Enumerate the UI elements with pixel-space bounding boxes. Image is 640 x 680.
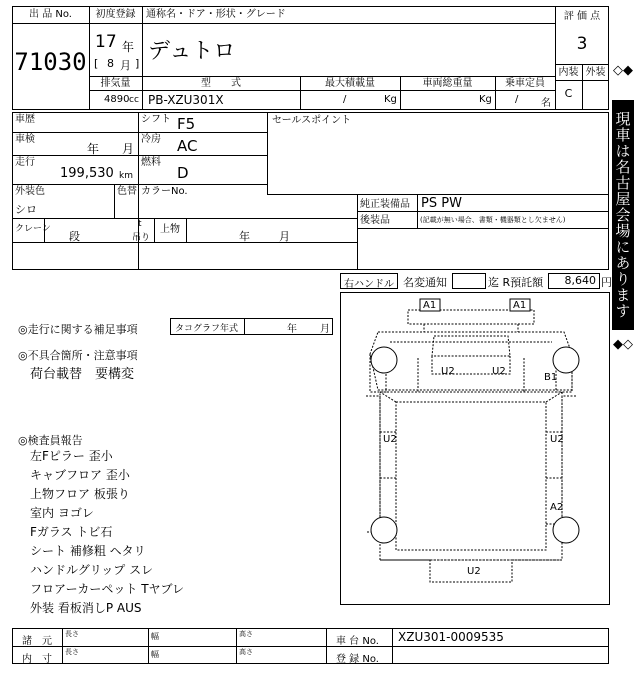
inspector-line: ハンドルグリップ スレ bbox=[30, 563, 154, 577]
divider bbox=[114, 184, 115, 218]
exterior-label: 外装 bbox=[585, 67, 606, 78]
width-label-2: 幅 bbox=[151, 650, 159, 659]
first-reg-bracket-close: ] bbox=[135, 57, 140, 70]
reg-label: 登 録 No. bbox=[336, 654, 379, 665]
fuel-label: 燃料 bbox=[141, 157, 161, 168]
length-label-1: 長さ bbox=[65, 630, 79, 638]
height-label-1: 高さ bbox=[239, 630, 253, 638]
sales-point-label: セールスポイント bbox=[272, 115, 352, 126]
interior-grade: C bbox=[564, 87, 573, 100]
ac-label: 冷房 bbox=[141, 134, 161, 145]
max-load-sep: / bbox=[343, 94, 347, 105]
mark-b1-right: B1 bbox=[544, 372, 558, 383]
divider bbox=[12, 132, 267, 133]
name-label: 通称名・ドア・形状・グレード bbox=[146, 9, 286, 20]
lot-no: 71030 bbox=[14, 48, 87, 76]
exterior-color-label: 外装色 bbox=[15, 186, 45, 197]
divider bbox=[357, 228, 609, 229]
name-change-label: 名変通知 bbox=[403, 276, 447, 289]
aftermarket-label: 後装品 bbox=[360, 215, 390, 226]
divider bbox=[12, 23, 89, 24]
aftermarket-note: (記載が無い場合、書類・機器類とし欠ません) bbox=[420, 216, 566, 224]
crane-ton-unit: t bbox=[138, 219, 142, 229]
mark-u2-cab-right: U2 bbox=[492, 366, 506, 377]
capacity-label: 乗車定員 bbox=[505, 78, 545, 89]
divider bbox=[555, 80, 609, 81]
shift-label: シフト bbox=[141, 114, 171, 125]
interior-label: 内装 bbox=[558, 67, 579, 78]
top-month-unit: 月 bbox=[279, 230, 290, 243]
displacement-value: 4890 bbox=[104, 94, 130, 105]
defects-title: ◎不具合箇所・注意事項 bbox=[18, 349, 138, 362]
vehicle-name: デュトロ bbox=[148, 39, 236, 64]
model-value: PB-XZU301X bbox=[148, 93, 224, 107]
max-load-label: 最大積載量 bbox=[325, 78, 375, 89]
shift-value: F5 bbox=[177, 115, 196, 133]
divider bbox=[44, 218, 45, 242]
mileage-value: 199,530 bbox=[60, 166, 114, 181]
divider bbox=[12, 242, 357, 243]
divider bbox=[12, 155, 267, 156]
mark-u2-side-right: U2 bbox=[550, 434, 564, 445]
divider bbox=[89, 90, 555, 91]
max-load-unit: Kg bbox=[384, 94, 397, 105]
inspector-line: 外装 看板消しP AUS bbox=[30, 601, 142, 615]
divider bbox=[89, 76, 555, 77]
divider bbox=[326, 628, 327, 664]
inspector-line: 室内 ヨゴレ bbox=[30, 506, 94, 520]
divider bbox=[12, 218, 357, 219]
divider bbox=[186, 218, 187, 242]
side-diamonds-bottom: ◆◇ bbox=[613, 337, 633, 352]
side-diamonds-top: ◇◆ bbox=[613, 63, 633, 78]
divider bbox=[142, 6, 143, 76]
exterior-color-value: シロ bbox=[15, 203, 37, 216]
color-no-label: 色替 bbox=[117, 186, 137, 197]
top-year-unit: 年 bbox=[239, 230, 250, 243]
divider bbox=[12, 184, 267, 185]
divider bbox=[89, 6, 90, 110]
chassis-label: 車 台 No. bbox=[336, 636, 379, 647]
vehicle-diagram-svg bbox=[340, 292, 610, 605]
footer-row2-label: 内 寸 bbox=[22, 654, 52, 665]
inspector-line: 左Fピラー 歪小 bbox=[30, 449, 113, 463]
capacity-sep: / bbox=[515, 94, 519, 105]
mileage-unit: km bbox=[119, 171, 133, 181]
history-label: 車歴 bbox=[15, 114, 35, 125]
inspector-line: Fガラス トビ石 bbox=[30, 525, 113, 539]
side-banner-text: 現車は名古屋会場にあります bbox=[613, 111, 632, 319]
header-frame bbox=[12, 6, 609, 110]
divider bbox=[62, 628, 63, 664]
inspector-line: 上物フロア 板張り bbox=[30, 487, 130, 501]
height-label-2: 高さ bbox=[239, 648, 253, 656]
divider bbox=[89, 23, 555, 24]
ac-value: AC bbox=[177, 137, 198, 155]
displacement-label: 排気量 bbox=[100, 78, 131, 89]
gross-weight-unit: Kg bbox=[479, 94, 492, 105]
inspector-line: キャブフロア 歪小 bbox=[30, 468, 130, 482]
divider bbox=[236, 628, 237, 664]
month-unit: 月 bbox=[120, 59, 131, 72]
mark-a2-right: A2 bbox=[550, 502, 564, 513]
mark-u2-rear: U2 bbox=[467, 566, 481, 577]
r-tax-value: 8,640 bbox=[564, 274, 596, 287]
first-reg-month: 8 bbox=[107, 57, 114, 70]
divider bbox=[267, 194, 609, 195]
first-reg-bracket-open: [ bbox=[94, 57, 99, 70]
side-banner bbox=[612, 100, 634, 330]
mark-a1-left: A1 bbox=[423, 300, 437, 311]
mark-u2-cab-left: U2 bbox=[441, 366, 455, 377]
divider bbox=[244, 318, 245, 335]
steering: 右ハンドル bbox=[344, 279, 394, 290]
r-tax-unit: 円 bbox=[601, 276, 612, 289]
divider bbox=[138, 112, 139, 270]
mark-a1-right: A1 bbox=[513, 300, 527, 311]
gross-weight-label: 車両総重量 bbox=[422, 78, 473, 89]
top-label: 上物 bbox=[160, 224, 180, 235]
chassis-value: XZU301-0009535 bbox=[398, 630, 504, 644]
inspection-year-unit: 年 bbox=[87, 142, 100, 156]
divider bbox=[357, 211, 609, 212]
capacity-unit: 名 bbox=[541, 98, 551, 109]
defects-text: 荷台載替 要構変 bbox=[30, 367, 135, 382]
divider bbox=[154, 218, 155, 242]
year-unit: 年 bbox=[122, 40, 135, 54]
divider bbox=[148, 628, 149, 664]
model-label: 型 式 bbox=[201, 78, 241, 89]
tachograph-month-unit: 月 bbox=[320, 324, 330, 335]
length-label-2: 長さ bbox=[65, 648, 79, 656]
mark-u2-side-left: U2 bbox=[383, 434, 397, 445]
displacement-unit: cc bbox=[129, 95, 139, 105]
fuel-value: D bbox=[177, 164, 189, 182]
r-tax-label: 迄 R預託額 bbox=[488, 276, 544, 289]
score: 3 bbox=[576, 34, 588, 54]
name-change-box bbox=[452, 273, 486, 289]
vehicle-diagram bbox=[340, 292, 610, 605]
first-reg-label: 初度登録 bbox=[95, 9, 136, 20]
divider bbox=[267, 112, 268, 194]
crane-hang-unit: 吊り bbox=[132, 233, 151, 243]
divider bbox=[357, 194, 358, 270]
color-code-label: カラーNo. bbox=[141, 186, 188, 197]
divider bbox=[417, 194, 418, 228]
inspector-line: フロアーカーペット Tヤブレ bbox=[30, 582, 185, 596]
running-title: ◎走行に関する補足事項 bbox=[18, 323, 138, 336]
crane-label: クレーン bbox=[15, 224, 51, 234]
tachograph-label: タコグラフ年式 bbox=[175, 324, 239, 334]
score-label: 評 価 点 bbox=[563, 11, 601, 22]
inspection-month-unit: 月 bbox=[122, 142, 135, 156]
equipment-value: PS PW bbox=[421, 196, 462, 211]
tachograph-year-unit: 年 bbox=[287, 324, 297, 335]
inspection-label: 車検 bbox=[15, 134, 35, 145]
first-reg-year: 17 bbox=[95, 32, 117, 52]
divider bbox=[392, 628, 393, 664]
divider bbox=[12, 646, 609, 647]
inspector-line: シート 補修粗 ヘタリ bbox=[30, 544, 146, 558]
lot-no-label: 出 品 No. bbox=[29, 9, 72, 20]
mileage-label: 走行 bbox=[15, 157, 35, 168]
equipment-label: 純正装備品 bbox=[360, 199, 410, 210]
details-frame bbox=[12, 112, 609, 270]
divider bbox=[555, 64, 609, 65]
footer-row1-label: 諸 元 bbox=[22, 636, 52, 647]
inspector-title: ◎検査員報告 bbox=[18, 434, 83, 447]
crane-stage-unit: 段 bbox=[69, 230, 80, 243]
width-label-1: 幅 bbox=[151, 632, 159, 641]
